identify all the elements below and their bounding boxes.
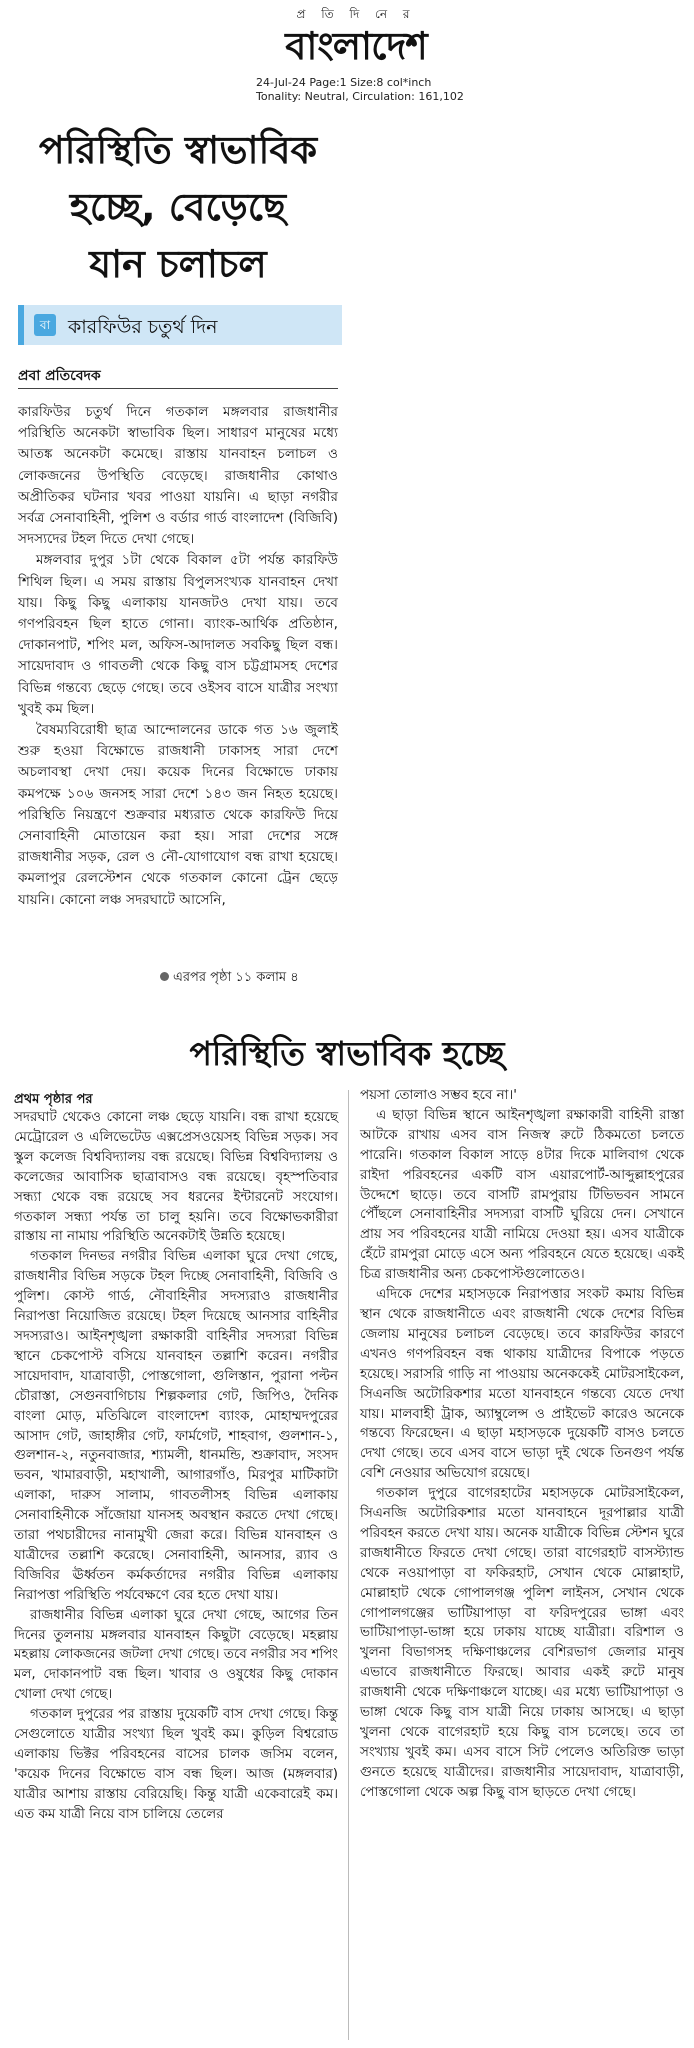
byline-divider bbox=[18, 388, 338, 389]
byline: প্রবা প্রতিবেদক bbox=[18, 368, 101, 384]
headline-line: পরিস্থিতি স্বাভাবিক bbox=[38, 128, 318, 172]
headline-line: হচ্ছে, বেড়েছে bbox=[69, 185, 287, 229]
kicker-text: কারফিউর চতুর্থ দিন bbox=[68, 316, 218, 338]
kicker-banner bbox=[18, 305, 342, 345]
article-headline bbox=[14, 122, 342, 293]
paragraph: গতকাল দুপুরের পর রাস্তায় দুয়েকটি বাস দেখা গেছে। কিন্তু সেগুলোতে যাত্রীর সংখ্যা ছিল খুবই কম। কুড়িল বিশ্বরোড এলাকায় ভিক্টর পরিবহনের বাসের চালক জসিম বলেন, 'কয়েক দিনের বিক্ষোভে বাস বন্ধ ছিল। আজ (মঙ্গলবার) যাত্রীর আশায় রাস্তায় বেরিয়েছি। কিন্তু যাত্রী একেবারেই কম। এত কম যাত্রী নিয়ে বাস চালিয়ে তেলের bbox=[14, 1707, 338, 1822]
paragraph: গতকাল দিনভর নগরীর বিভিন্ন এলাকা ঘুরে দেখা গেছে, রাজধানীর বিভিন্ন সড়কে টহল দিচ্ছে সেনাবাহিনী, বিজিবি ও পুলিশ। কোস্ট গার্ড, নৌবাহিনীর সদস্যরাও রাজধানীর নিরাপত্তা নিয়োজিত রয়েছে। টহল দিয়েছে আনসার বাহিনীর সদস্যরাও। আইনশৃঙ্খলা রক্ষাকারী বাহিনীর সদস্যরা বিভিন্ন স্থানে চেকপোস্ট বসিয়ে যানবাহন তল্লাশি করেন। নগরীর সায়েদাবাদ, যাত্রাবাড়ী, পোস্তগোলা, গুলিস্তান, পুরানা পল্টন চৌরাস্তা, সেগুনবাগিচায় শিল্পকলার গেট, জিপিও, দৈনিক বাংলা মোড়, মতিঝিলে বাংলাদেশ ব্যাংক, মোহাম্মদপুরের আসাদ গেট, জাহাঙ্গীর গেট, ফার্মগেট, শাহবাগ, গুলশান-১, গুলশান-২, নতুনবাজার, শ্যামলী, ধানমন্ডি, শুক্রাবাদ, সংসদ ভবন, খামারবাড়ী, মহাখালী, আগারগাঁও, মিরপুর মাটিকাটা এলাকা, দারুস সালাম, গাবতলীসহ বিভিন্ন এলাকায় সেনাবাহিনীকে সাঁজোয়া যানসহ অবস্থান করতে দেখা গেছে। তারা পথচারীদের নানামুখী জেরা করে। বিভিন্ন যানবাহন ও যাত্রীদের তল্লাশি করেছে। সেনাবাহিনী, আনসার, র‍্যাব ও বিজিবির ঊর্ধ্বতন কর্মকর্তাদের নগরীর বিভিন্ন এলাকায় নিরাপত্তা পরিস্থিতি পর্যবেক্ষণে বের হতে দেখা যায়। bbox=[14, 1249, 338, 1603]
paragraph: কারফিউর চতুর্থ দিনে গতকাল মঙ্গলবার রাজধানীর পরিস্থিতি অনেকটা স্বাভাবিক ছিল। সাধারণ মানুষের মধ্যে আতঙ্ক অনেকটা কমেছে। রাস্তায় যানবাহন চলাচল ও লোকজনের উপস্থিতি বেড়েছে। রাজধানীর কোথাও অপ্রীতিকর ঘটনার খবর পাওয়া যায়নি। এ ছাড়া নগরীর সর্বত্র সেনাবাহিনী, পুলিশ ও বর্ডার গার্ড বাংলাদেশ (বিজিবি) সদস্যদের টহল দিতে দেখা গেছে। bbox=[18, 404, 338, 548]
masthead bbox=[236, 6, 476, 66]
jump-column-right bbox=[360, 1086, 684, 1803]
paragraph: পয়সা তোলাও সম্ভব হবে না।' bbox=[360, 1088, 517, 1103]
continued-text: এরপর পৃষ্ঠা ১১ কলাম ৪ bbox=[173, 970, 299, 985]
jump-column-left bbox=[14, 1108, 338, 1825]
paragraph: মঙ্গলবার দুপুর ১টা থেকে বিকাল ৫টা পর্যন্ত কারফিউ শিথিল ছিল। এ সময় রাস্তায় বিপুলসংখ্যক যানবাহন দেখা যায়। কিছু কিছু এলাকায় যানজটও দেখা যায়। তবে গণপরিবহন ছিল হাতে গোনা। ব্যাংক-আর্থিক প্রতিষ্ঠান, দোকানপাট, শপিং মল, অফিস-আদালত সবকিছু ছিল বন্ধ। সায়েদাবাদ ও গাবতলী থেকে কিছু বাস চট্টগ্রামসহ দেশের বিভিন্ন গন্তব্যে ছেড়ে গেছে। তবে ওইসব বাসে যাত্রীর সংখ্যা খুবই কম ছিল। bbox=[18, 552, 338, 717]
clipping-meta bbox=[256, 76, 556, 104]
paragraph: বৈষম্যবিরোধী ছাত্র আন্দোলনের ডাকে গত ১৬ জুলাই শুরু হওয়া বিক্ষোভে রাজধানী ঢাকাসহ সারা দেশে অচলাবস্থা দেখা দেয়। কয়েক দিনের বিক্ষোভে ঢাকায় কমপক্ষে ১০৬ জনসহ সারা দেশে ১৪৩ জন নিহত হয়েছে। পরিস্থিতি নিয়ন্ত্রণে শুক্রবার মধ্যরাত থেকে কারফিউ দিয়ে সেনাবাহিনী মোতায়েন করা হয়। সারা দেশের সঙ্গে রাজধানীর সড়ক, রেল ও নৌ-যোগাযোগ বন্ধ রাখা হয়েছে। কমলাপুর রেলস্টেশন থেকে গতকাল কোনো ট্রেন ছেড়ে যায়নি। কোনো লঞ্চ সদরঘাটে আসেনি, bbox=[18, 722, 338, 908]
jump-headline: পরিস্থিতি স্বাভাবিক হচ্ছে bbox=[189, 1034, 505, 1073]
paragraph: এদিকে দেশের মহাসড়কে নিরাপত্তার সংকট কমায় বিভিন্ন স্থান থেকে রাজধানীতে এবং রাজধানী থেকে দেশের বিভিন্ন জেলায় মানুষের চলাচল বেড়েছে। তবে কারফিউর কারণে এখনও গণপরিবহন বন্ধ থাকায় যাত্রীদের বিপাকে পড়তে হয়েছে। সরাসরি গাড়ি না পাওয়ায় অনেককেই মোটরসাইকেল, সিএনজি অটোরিকশার মতো যানবাহনে গন্তব্যে যেতে দেখা যায়। মালবাহী ট্রাক, অ্যাম্বুলেন্স ও প্রাইভেট কারেও অনেকে গন্তব্যে ফিরেছেন। এ ছাড়া মহাসড়কে দুয়েকটি বাসও চলতে দেখা গেছে। তবে এসব বাসে ভাড়া দুই থেকে তিনগুণ পর্যন্ত বেশি নেওয়ার অভিযোগ রয়েছে। bbox=[360, 1287, 684, 1482]
column-divider bbox=[348, 1090, 349, 2040]
bullet-icon bbox=[160, 972, 169, 981]
paragraph: সদরঘাট থেকেও কোনো লঞ্চ ছেড়ে যায়নি। বন্ধ রাখা হয়েছে মেট্রোরেল ও এলিভেটেড এক্সপ্রেসওয়েসহ বিভিন্ন সড়ক। সব স্কুল কলেজ বিশ্ববিদ্যালয় বন্ধ রয়েছে। বিভিন্ন বিশ্ববিদ্যালয় ও কলেজের আবাসিক ছাত্রাবাসও বন্ধ রয়েছে। বৃহস্পতিবার সন্ধ্যা থেকে বন্ধ রয়েছে সব ধরনের ইন্টারনেট সংযোগ। গতকাল সন্ধ্যা পর্যন্ত তা চালু হয়নি। তবে বিক্ষোভকারীরা রাস্তায় না নামায় পরিস্থিতি অনেকটাই উন্নতি হয়েছে। bbox=[14, 1110, 338, 1245]
newspaper-logo-icon: বা bbox=[34, 314, 56, 336]
continued-reference bbox=[160, 968, 299, 989]
masthead-tagline: প্র তি দি নে র bbox=[296, 7, 416, 21]
masthead-logo: বাংলাদেশ bbox=[285, 24, 427, 68]
meta-date-size: 24-Jul-24 Page:1 Size:8 col*inch bbox=[256, 76, 432, 89]
paragraph: গতকাল দুপুরে বাগেরহাটের মহাসড়কে মোটরসাইকেল, সিএনজি অটোরিকশার মতো যানবাহনে দূরপাল্লার যাত্রী পরিবহন করতে দেখা যায়। অনেক যাত্রীকে বিভিন্ন স্টেশন ঘুরে রাজধানীতে ফিরতে দেখা গেছে। তারা বাগেরহাট বাসস্ট্যান্ড থেকে নওয়াপাড়া বা ফকিরহাট, সেখান থেকে মোল্লাহাট, মোল্লাহাট থেকে গোপালগঞ্জ পুলিশ লাইনস, সেখান থেকে গোপালগঞ্জের ভাটিয়াপাড়া বা ফরিদপুরের ভাঙ্গা এবং ভাটিয়াপাড়া-ভাঙ্গা হয়ে ঢাকায় যাচ্ছে যাত্রীরা। বরিশাল ও খুলনা বিভাগসহ দক্ষিণাঞ্চলের বেশিরভাগ জেলার মানুষ এভাবে রাজধানীতে ফিরছে। আবার একই রুটে মানুষ রাজধানী থেকে দক্ষিণাঞ্চলে যাচ্ছে। এর মধ্যে ভাটিয়াপাড়া ও ভাঙ্গা থেকে কিছু বাস যাত্রী নিয়ে ঢাকায় আসছে। এ ছাড়া খুলনা থেকে বাগেরহাট হয়ে কিছু বাস চলেছে। তবে তা সংখ্যায় খুবই কম। এসব বাসে সিট পেলেও অতিরিক্ত ভাড়া গুনতে হয়েছে যাত্রীদের। রাজধানীর সায়েদাবাদ, যাত্রাবাড়ী, পোস্তগোলা থেকে অল্প কিছু বাস ছাড়তে দেখা গেছে। bbox=[360, 1486, 684, 1800]
meta-tonality: Tonality: Neutral, Circulation: 161,102 bbox=[256, 90, 464, 103]
from-page-reference: প্রথম পৃষ্ঠার পর bbox=[14, 1092, 93, 1107]
paragraph: রাজধানীর বিভিন্ন এলাকা ঘুরে দেখা গেছে, আগের তিন দিনের তুলনায় মঙ্গলবার যানবাহন কিছুটা বেড়েছে। মহল্লায় মহল্লায় লোকজনের জটলা দেখা গেছে। তবে নগরীর সব শপিং মল, দোকানপাট বন্ধ ছিল। খাবার ও ওষুধের কিছু দোকান খোলা দেখা গেছে। bbox=[14, 1607, 338, 1703]
article-body bbox=[18, 402, 338, 911]
headline-line: যান চলাচল bbox=[89, 242, 267, 286]
paragraph: এ ছাড়া বিভিন্ন স্থানে আইনশৃঙ্খলা রক্ষাকারী বাহিনী রাস্তা আটকে রাখায় এসব বাস নিজস্ব রুটে ঠিকমতো চলতে পারেনি। গতকাল বিকাল সাড়ে ৪টার দিকে মালিবাগ থেকে রাইদা পরিবহনের একটি বাস এয়ারপোর্ট-আব্দুল্লাহপুরের উদ্দেশে ছাড়ে। তবে বাসটি রামপুরায় টিভিভবন সামনে পৌঁছলে সেনাবাহিনীর সদস্যরা বাসটি ঘুরিয়ে দেন। সেখানে প্রায় সব পরিবহনের যাত্রী নামিয়ে দেওয়া হয়। এসব যাত্রীকে হেঁটে রামপুরা মোড়ে এসে অন্য পরিবহনে যেতে হয়েছে। একই চিত্র রাজধানীর অন্য চেকপোস্টগুলোতেও। bbox=[360, 1107, 684, 1283]
